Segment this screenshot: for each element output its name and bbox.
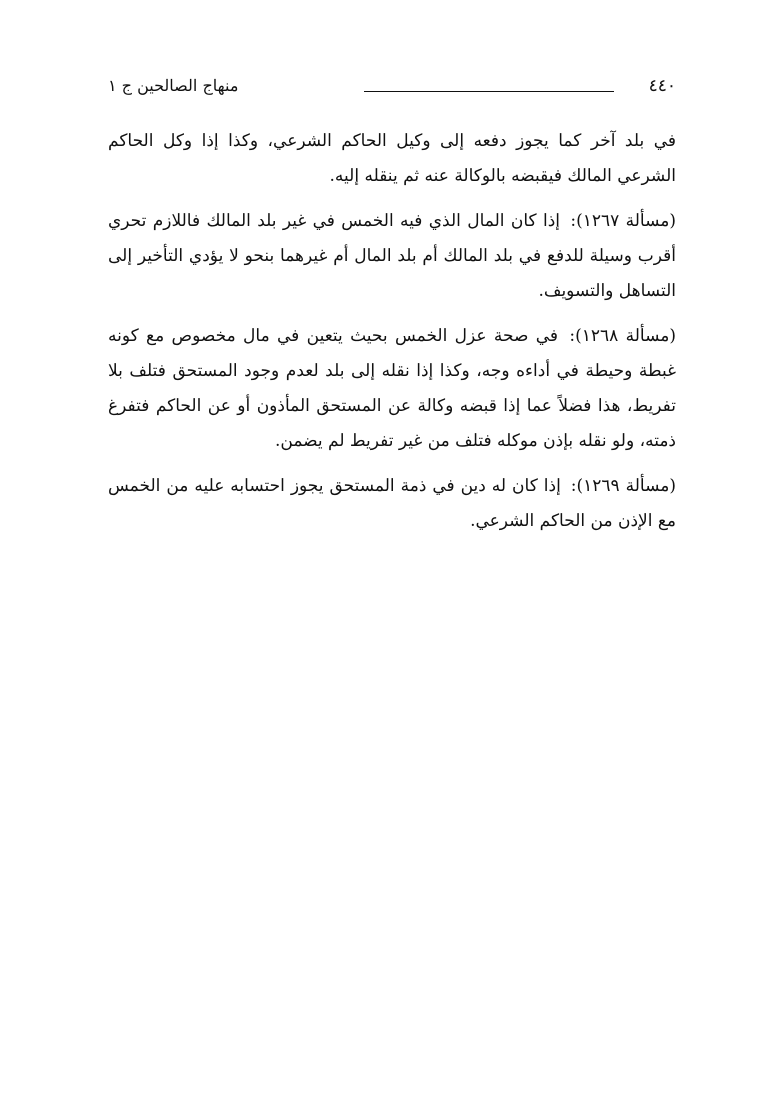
issue-1267 [108, 204, 676, 309]
issue-number: (مسألة ١٢٦٨): [569, 326, 677, 346]
header-rule [364, 91, 614, 92]
book-title: منهاج الصالحين ج ١ [108, 76, 239, 95]
paragraph-text: إذا كان المال الذي فيه الخمس في غير بلد المالك فاللازم تحري أقرب وسيلة للدفع في بلد المالك أم بلد المال أم غيرهما بنحو لا يؤدي التأخير إلى التساهل والتسويف. [108, 211, 676, 301]
issue-1269 [108, 469, 676, 539]
page-number: ٤٤٠ [648, 76, 676, 96]
paragraph-text: في بلد آخر كما يجوز دفعه إلى وكيل الحاكم الشرعي، وكذا إذا وكل الحاكم الشرعي المالك فيقبضه بالوكالة عنه ثم ينقله إليه. [108, 131, 676, 186]
issue-1268 [108, 319, 676, 459]
issue-number: (مسألة ١٢٦٩): [570, 476, 677, 496]
running-header [108, 70, 676, 104]
paragraph-text: في صحة عزل الخمس بحيث يتعين في مال مخصوص مع كونه غبطة وحيطة في أداءه وجه، وكذا إذا نقله إلى بلد لعدم وجود المستحق فتلف بلا تفريط، هذا فضلاً عما إذا قبضه وكالة عن المستحق المأذون أو عن الحاكم فتفرغ ذمته، ولو نقله بإذن موكله فتلف من غير تفريط لم يضمن. [108, 326, 676, 451]
paragraph-text: إذا كان له دين في ذمة المستحق يجوز احتسابه عليه من الخمس مع الإذن من الحاكم الشرعي. [108, 476, 676, 531]
paragraph-continuation [108, 124, 676, 194]
issue-number: (مسألة ١٢٦٧): [570, 211, 676, 231]
page-body [108, 124, 676, 549]
